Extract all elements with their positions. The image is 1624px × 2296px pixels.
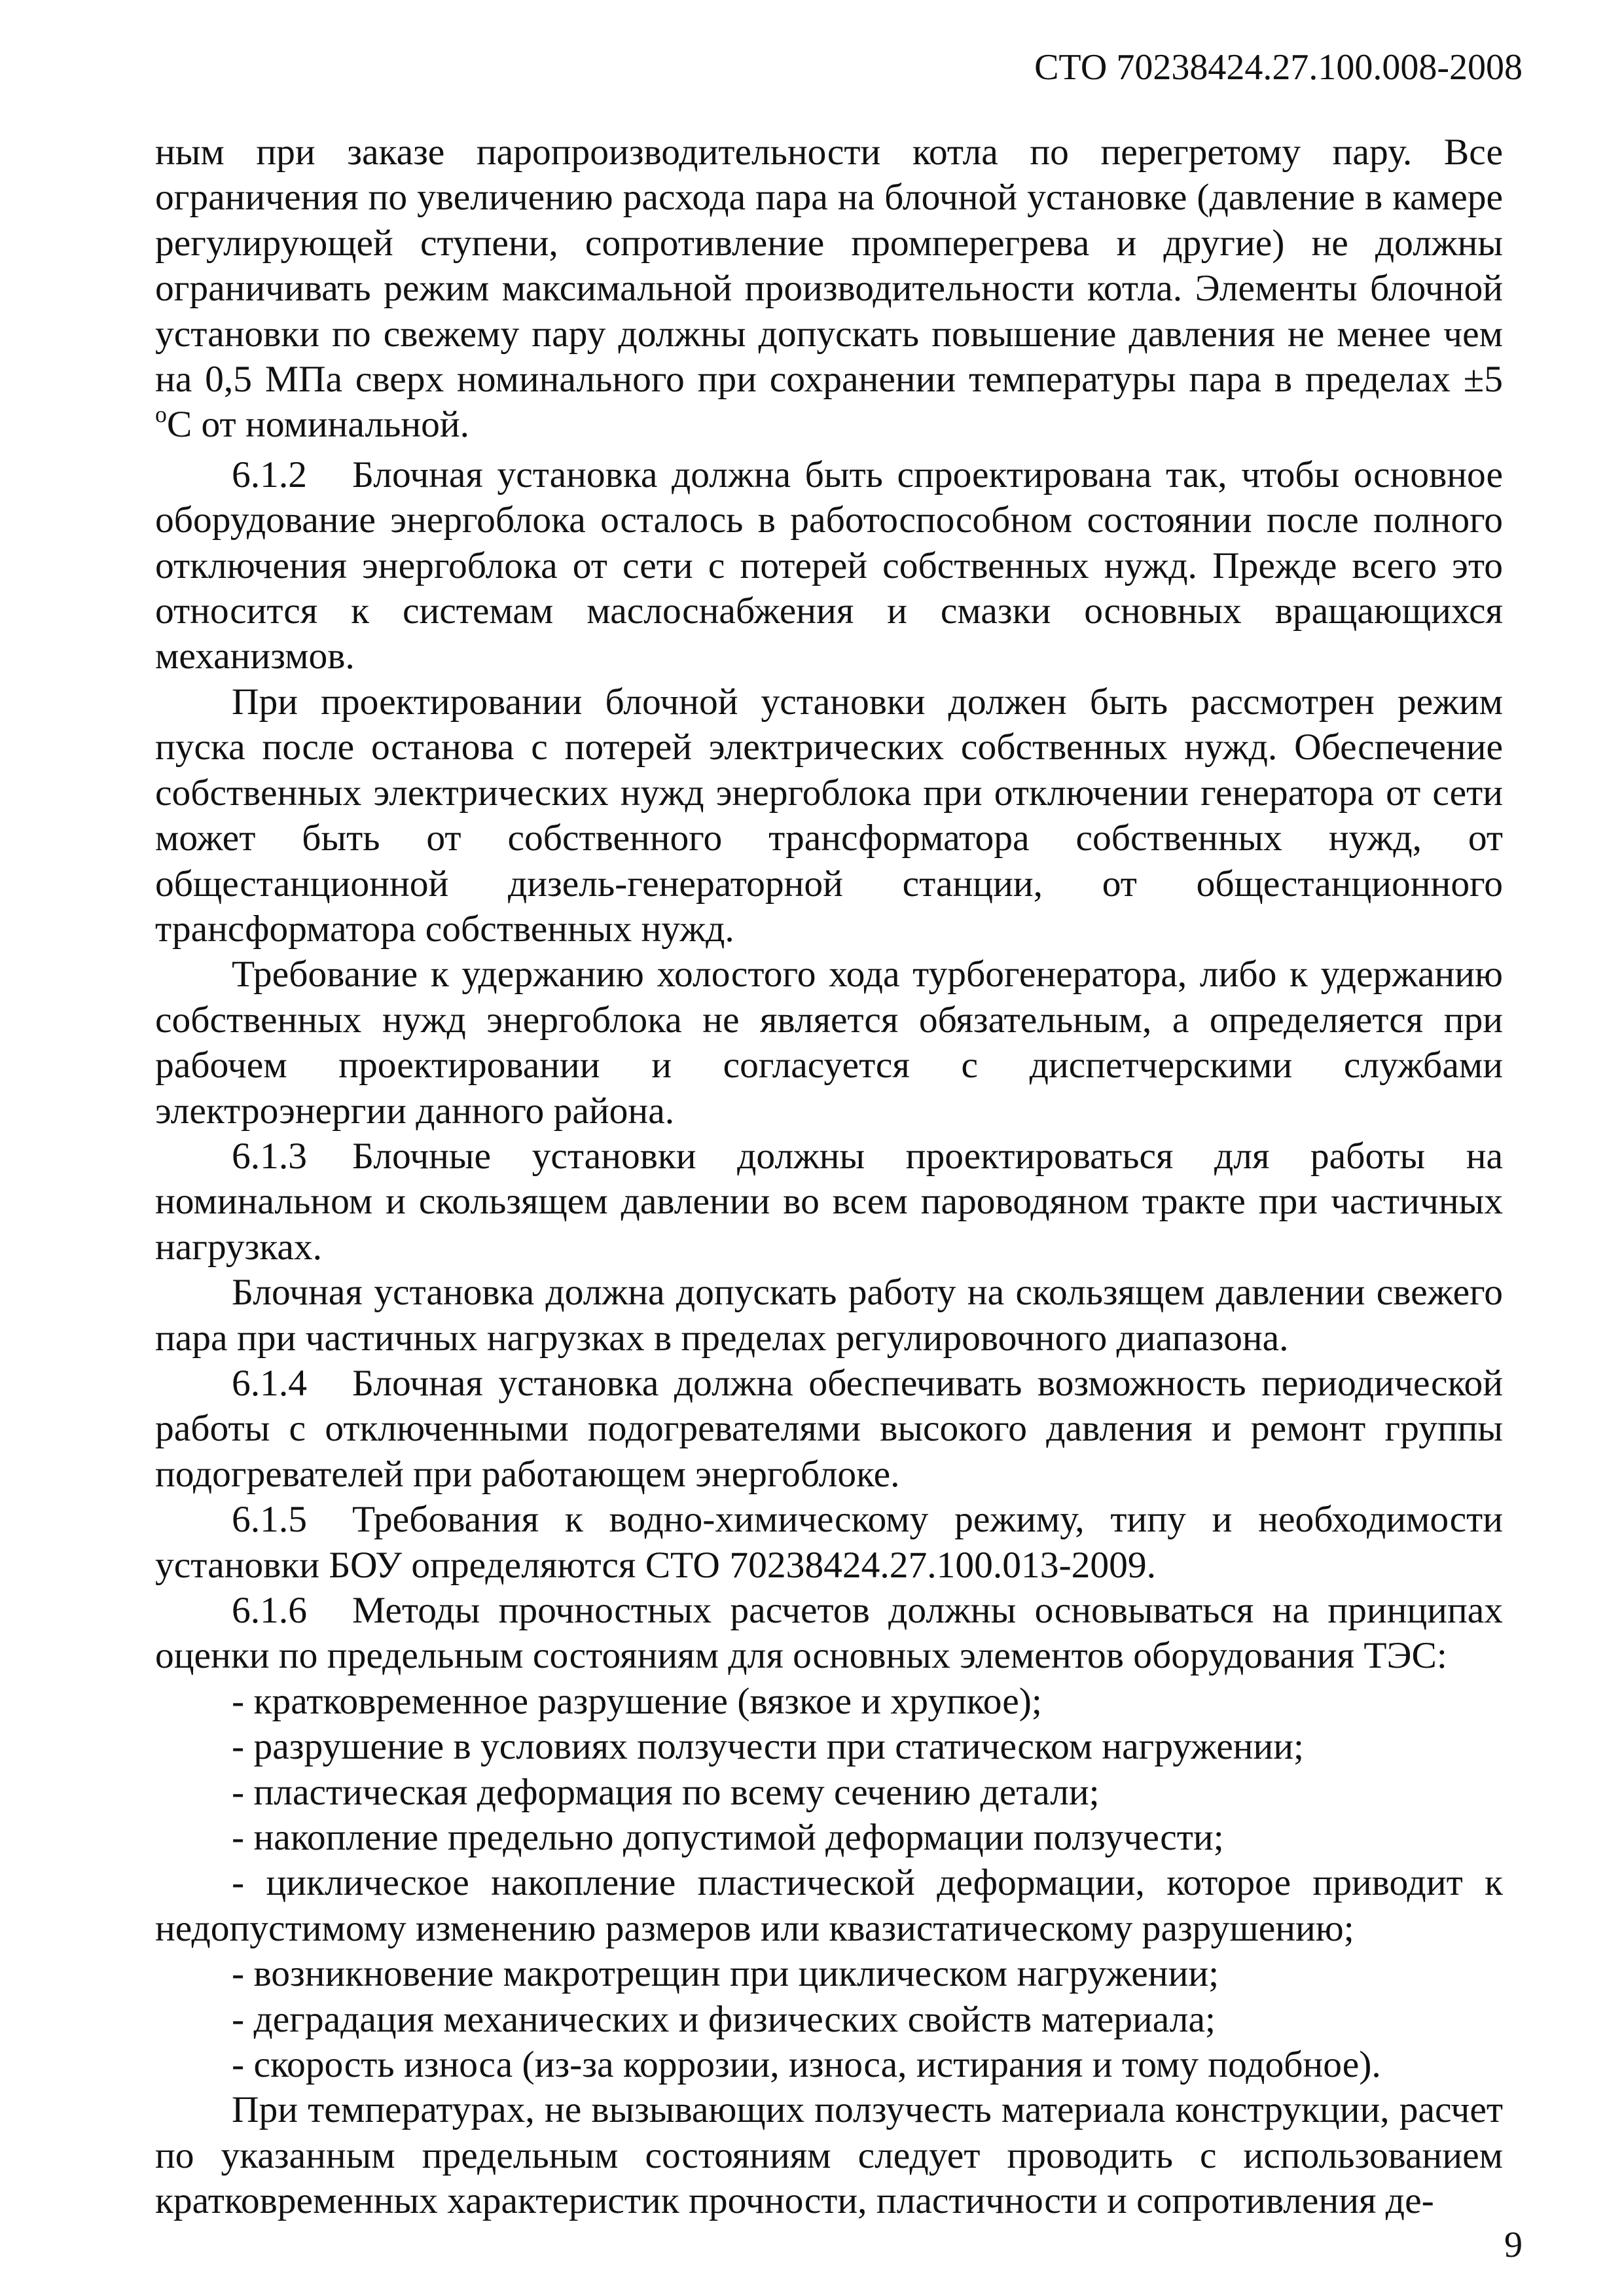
clause-6-1-6 [155, 1588, 1503, 1679]
paragraph-text: Блочная установка должна обеспечивать возможность периодической работы с отключенными подогревателями высокого давления и ремонт группы подогревателей при работающем энергоблоке. [155, 1362, 1503, 1495]
list-item: - деградация механических и физических свойств материала; [232, 1998, 1216, 2040]
paragraph: Требование к удержанию холостого хода турбогенератора, либо к удержанию собственных нужд энергоблока не является обязательным, а определяется при рабочем проектировании и согласуется с диспетчерскими службами электроэнергии данного района. [155, 954, 1503, 1132]
clause-number: 6.1.2 [232, 454, 307, 495]
paragraph-text: Требования к водно-химическому режиму, типу и необходимости установки БОУ определяются СТО 70238424.27.100.013-2009. [155, 1499, 1503, 1586]
list-item: - возникновение макротрещин при циклическом нагружении; [232, 1953, 1219, 1995]
list-item: - кратковременное разрушение (вязкое и хрупкое); [232, 1680, 1042, 1722]
clause-number: 6.1.4 [232, 1362, 307, 1404]
paragraph: Блочная установка должна допускать работу на скользящем давлении свежего пара при частичных нагрузках в пределах регулировочного диапазона. [155, 1272, 1503, 1359]
paragraph-text: Методы прочностных расчетов должны основываться на принципах оценки по предельным состояниям для основных элементов оборудования ТЭС: [155, 1590, 1503, 1677]
clause-number: 6.1.5 [232, 1499, 307, 1541]
clause-6-1-3 [155, 1134, 1503, 1270]
clause-number: 6.1.3 [232, 1135, 307, 1177]
document-code-header: СТО 70238424.27.100.008-2008 [1034, 47, 1523, 88]
paragraph-continued [155, 130, 1503, 452]
paragraph-text: С от номинальной. [166, 404, 470, 446]
paragraph-text: ным при заказе паропроизводительности котла по перегретому пару. Все ограничения по увеличению расхода пара на блочной установке (давление в камере регулирующей ступени, сопротивление промперегрева и другие) не должны ограничивать режим максимальной производительности котла. Элементы блочной установки по свежему пару должны допускать повышение давления не менее чем на 0,5 МПа сверх номинального при сохранении температуры пара в пределах ±5 [155, 132, 1503, 401]
paragraph: При проектировании блочной установки должен быть рассмотрен режим пуска после останова с потерей электрических собственных нужд. Обеспечение собственных электрических нужд энергоблока при отключении генератора от сети может быть от собственного трансформатора собственных нужд, от общестанционной дизель-генераторной станции, от общестанционного трансформатора собственных нужд. [155, 681, 1503, 950]
clause-6-1-2 [155, 452, 1503, 679]
clause-number: 6.1.6 [232, 1590, 307, 1631]
limit-states-list [155, 1679, 1503, 2088]
clause-6-1-4 [155, 1361, 1503, 1497]
paragraph-text: Блочные установки должны проектироваться для работы на номинальном и скользящем давлении во всем пароводяном тракте при частичных нагрузках. [155, 1135, 1503, 1268]
page-number: 9 [1504, 2225, 1523, 2265]
paragraph: При температурах, не вызывающих ползучесть материала конструкции, расчет по указанным предельным состояниям следует проводить с использованием кратковременных характеристик прочности, пластичности и сопротивления де- [155, 2089, 1503, 2222]
list-item: - циклическое накопление пластической деформации, которое приводит к недопустимому изменению размеров или квазистатическому разрушению; [155, 1862, 1503, 1949]
list-item: - скорость износа (из-за коррозии, износа, истирания и тому подобное). [232, 2044, 1381, 2086]
list-item: - разрушение в условиях ползучести при статическом нагружении; [232, 1726, 1305, 1768]
list-item: - накопление предельно допустимой деформации ползучести; [232, 1817, 1224, 1859]
degree-sign: o [155, 401, 167, 428]
clause-6-1-5 [155, 1497, 1503, 1588]
paragraph-text: Блочная установка должна быть спроектирована так, чтобы основное оборудование энергоблока осталось в работоспособном состоянии после полного отключения энергоблока от сети с потерей собственных нужд. Прежде всего это относится к системам маслоснабжения и смазки основных вращающихся механизмов. [155, 454, 1503, 677]
list-item: - пластическая деформация по всему сечению детали; [232, 1771, 1100, 1813]
document-body [155, 130, 1503, 2224]
